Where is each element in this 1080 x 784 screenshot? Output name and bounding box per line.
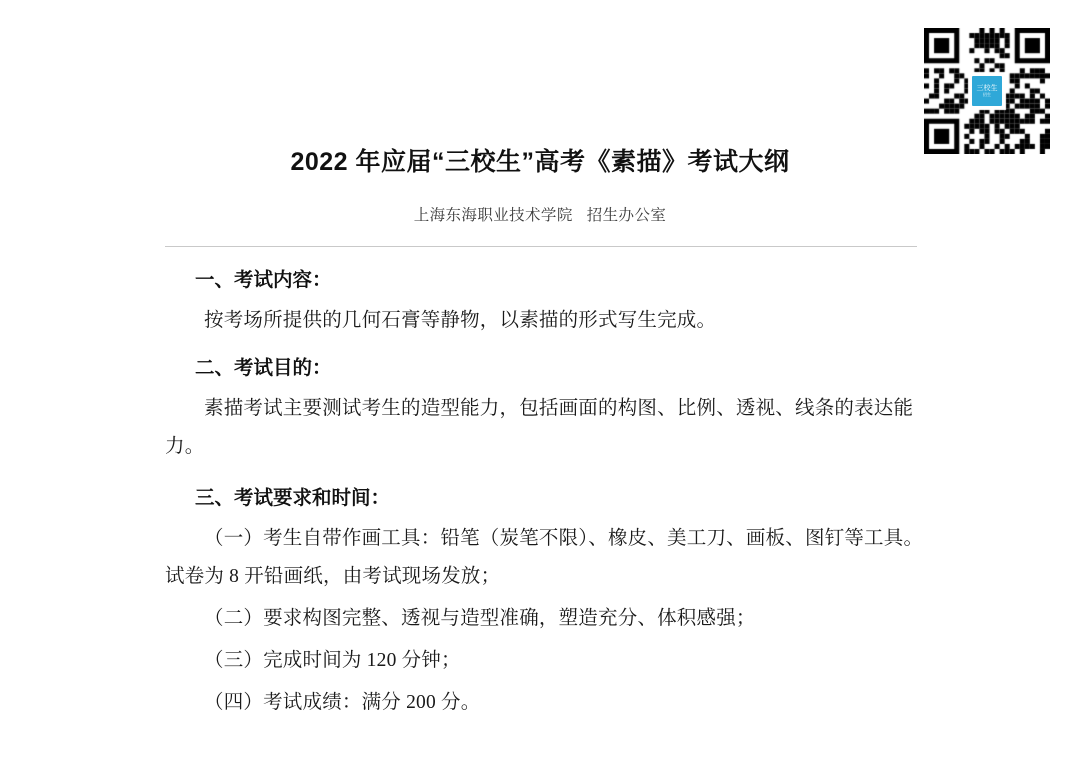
- section-3-paragraph-3: （三）完成时间为 120 分钟；: [204, 650, 461, 672]
- spacer: [165, 470, 925, 480]
- byline-institution: 上海东海职业技术学院: [413, 207, 573, 224]
- section-2-paragraph-1: 素描考试主要测试考生的造型能力，包括画面的构图、比例、透视、线条的表达能力。: [165, 398, 914, 458]
- section-3-paragraph-2: （二）要求构图完整、透视与造型准确，塑造充分、体积感强；: [204, 608, 756, 630]
- section-3-paragraph-1: （一）考生自带作画工具：铅笔（炭笔不限）、橡皮、美工刀、画板、图钉等工具。试卷为 8 开铅画纸，由考试现场发放；: [165, 528, 924, 588]
- section-heading-3: 三、考试要求和时间：: [195, 487, 391, 510]
- document-body: [165, 262, 925, 726]
- section-heading-2: 二、考试目的：: [195, 357, 332, 380]
- byline: [0, 203, 1080, 225]
- section-1-paragraph-1: 按考场所提供的几何石膏等静物，以素描的形式写生完成。: [204, 310, 717, 332]
- page-title: 2022 年应届“三校生”高考《素描》考试大纲: [290, 148, 790, 176]
- qr-logo-line1: 三校生: [976, 85, 998, 92]
- byline-office: 招生办公室: [586, 207, 667, 224]
- qr-code[interactable]: [924, 28, 1050, 154]
- section-heading-1: 一、考试内容：: [195, 269, 332, 291]
- section-3-paragraph-4: （四）考试成绩：满分 200 分。: [204, 692, 481, 714]
- header-divider: [165, 246, 917, 247]
- qr-logo-line2: 招生: [983, 92, 991, 97]
- qr-code-center-logo: [970, 74, 1004, 108]
